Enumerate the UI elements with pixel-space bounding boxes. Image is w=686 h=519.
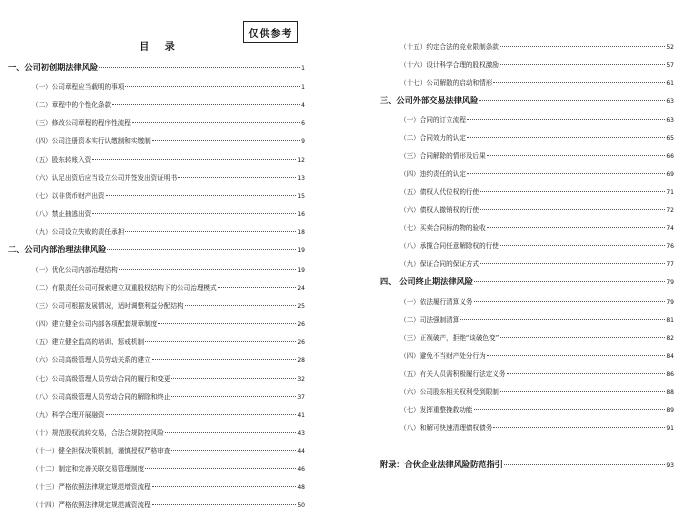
toc-entry[interactable]: （六）认足出资后应当设立公司并签发出资证明书 13 (32, 174, 305, 182)
toc-entry[interactable]: （四）公司注册资本实行认缴制和实缴制 9 (32, 137, 305, 145)
toc-entry[interactable]: （十七）公司解散的启动和情形 61 (400, 79, 674, 87)
toc-entry[interactable]: （九）公司设立失败的责任承担 18 (32, 228, 305, 236)
toc-entry[interactable]: （二）有限责任公司可探索建立双重股权结构下的公司治理模式 24 (32, 284, 305, 292)
toc-entry[interactable]: （七）买卖合同标的物的验收 74 (400, 224, 674, 232)
toc-entry[interactable]: （十六）设计科学合理的股权激励 57 (400, 61, 674, 69)
toc-section[interactable]: 一、公司初创期法律风险 1 (8, 62, 305, 72)
toc-entry[interactable]: （九）保证合同的保证方式 77 (400, 260, 674, 268)
toc-entry[interactable]: （十）规范股权流转交易，合法合规防控风险 43 (32, 429, 305, 437)
toc-section[interactable]: 四、 公司终止期法律风险 79 (380, 276, 674, 286)
toc-entry[interactable]: （八）和解可快速清理债权债务 91 (400, 424, 674, 432)
toc-entry[interactable]: （十二）制定和完善关联交易管理制度 46 (32, 465, 305, 473)
toc-entry[interactable]: （六）公司股东相关权利受到限制 88 (400, 388, 674, 396)
toc-entry[interactable]: （六）公司高级管理人员劳动关系的建立 28 (32, 356, 305, 364)
toc-entry[interactable]: （二）合同效力的认定 65 (400, 134, 674, 142)
toc-entry[interactable]: （一）合同的订立流程 63 (400, 116, 674, 124)
reference-only-stamp: 仅供参考 (243, 21, 298, 43)
toc-entry[interactable]: （二）司法强制清算 81 (400, 316, 674, 324)
toc-entry[interactable]: （三）修改公司章程的程序性流程 6 (32, 119, 305, 127)
toc-entry[interactable]: （一）优化公司内部治理结构 19 (32, 266, 305, 274)
toc-entry[interactable]: （一）依法履行清算义务 79 (400, 298, 674, 306)
toc-entry[interactable]: （五）债权人代位权的行使 71 (400, 188, 674, 196)
toc-entry[interactable]: （三）正视破产，拒绝“谈破色变” 82 (400, 334, 674, 342)
toc-entry[interactable]: （五）股东转账入资 12 (32, 156, 305, 164)
toc-entry[interactable]: （十三）严格依照法律规定规范增资流程 48 (32, 483, 305, 491)
toc-entry[interactable]: （七）公司高级管理人员劳动合同的履行和变更 32 (32, 375, 305, 383)
toc-entry[interactable]: （五）建立健全监高的培训、惩戒机制 26 (32, 338, 305, 346)
toc-entry[interactable]: （十一）健全担保决策机制，谨慎授权严格审查 44 (32, 447, 305, 455)
toc-entry[interactable]: （二）章程中的个性化条款 4 (32, 101, 305, 109)
toc-entry[interactable]: （十四）严格依照法律规定规范减资流程 50 (32, 501, 305, 509)
toc-entry[interactable]: （十五）约定合法的竞业限制条款 52 (400, 43, 674, 51)
toc-entry[interactable]: （三）公司可根据发展情况，适时调整利益分配结构 25 (32, 302, 305, 310)
toc-entry[interactable]: （一）公司章程应当载明的事项 1 (32, 83, 305, 91)
toc-entry[interactable]: （八）禁止抽逃出资 16 (32, 210, 305, 218)
toc-section[interactable]: 二、公司内部治理法律风险 19 (8, 244, 305, 254)
toc-title: 目 录 (139, 42, 181, 53)
toc-section[interactable]: 三、公司外部交易法律风险 63 (380, 95, 674, 105)
toc-entry[interactable]: （九）科学合理开展融资 41 (32, 411, 305, 419)
toc-entry[interactable]: （七）以非货币财产出资 15 (32, 192, 305, 200)
toc-entry[interactable]: （三）合同解除的情形及后果 66 (400, 152, 674, 160)
toc-entry[interactable]: （五）有关人员需积极履行法定义务 86 (400, 370, 674, 378)
toc-appendix[interactable]: 附录：合伙企业法律风险防范指引 93 (380, 459, 674, 469)
toc-entry[interactable]: （六）债权人撤销权的行使 72 (400, 206, 674, 214)
toc-entry[interactable]: （八）公司高级管理人员劳动合同的解除和终止 37 (32, 393, 305, 401)
toc-entry[interactable]: （七）发挥重整挽救功能 89 (400, 406, 674, 414)
toc-entry[interactable]: （四）建立健全公司内部各项配套规章制度 26 (32, 320, 305, 328)
toc-entry[interactable]: （八）承揽合同任意解除权的行使 76 (400, 242, 674, 250)
toc-entry[interactable]: （四）违约责任的认定 69 (400, 170, 674, 178)
toc-entry[interactable]: （四）避免不当财产处分行为 84 (400, 352, 674, 360)
